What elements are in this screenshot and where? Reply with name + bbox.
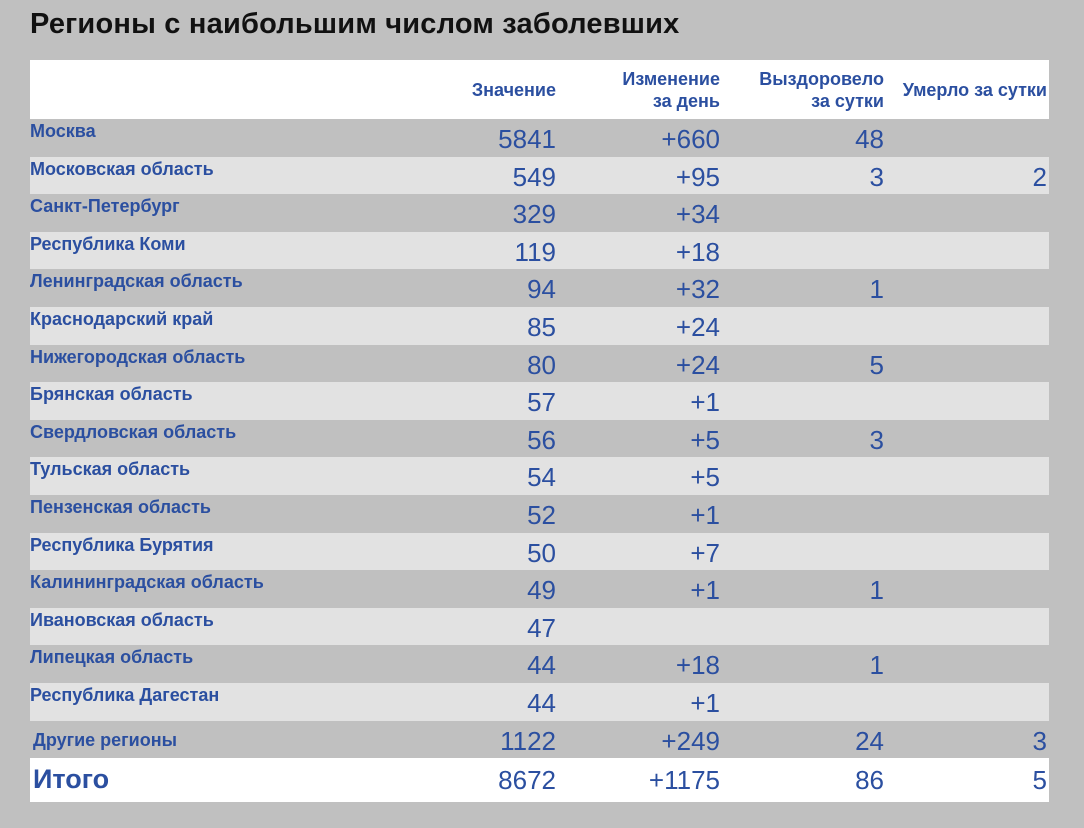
region-name: Краснодарский край bbox=[30, 308, 214, 329]
died-cell: 3 bbox=[1032, 725, 1047, 756]
table-row bbox=[30, 495, 1049, 533]
value-cell: 119 bbox=[514, 236, 556, 267]
region-name: Ивановская область bbox=[30, 609, 214, 630]
change-cell: +1 bbox=[690, 387, 720, 418]
table-row bbox=[30, 232, 1049, 270]
recovered-cell: 1 bbox=[869, 274, 884, 305]
value-cell: 52 bbox=[527, 499, 556, 530]
table-row bbox=[30, 382, 1049, 420]
value-cell: 49 bbox=[527, 575, 556, 606]
change-cell: +7 bbox=[690, 537, 720, 568]
region-name: Свердловская область bbox=[30, 421, 237, 442]
region-name: Пензенская область bbox=[30, 496, 211, 517]
table-row-other bbox=[30, 721, 1049, 759]
change-cell: +1 bbox=[690, 575, 720, 606]
value-cell: 47 bbox=[527, 612, 556, 643]
table-row bbox=[30, 420, 1049, 458]
change-cell: +24 bbox=[675, 349, 720, 380]
table-row bbox=[30, 269, 1049, 307]
table-row bbox=[30, 608, 1049, 646]
page-title: Регионы с наибольшим числом заболевших bbox=[30, 8, 680, 40]
region-name: Ленинградская область bbox=[30, 271, 243, 292]
region-name: Тульская область bbox=[30, 459, 191, 480]
recovered-cell: 3 bbox=[869, 424, 884, 455]
table-row-total bbox=[30, 758, 1049, 802]
table-row bbox=[30, 457, 1049, 495]
change-cell: +34 bbox=[675, 199, 720, 230]
change-cell: +5 bbox=[690, 462, 720, 493]
total-change: +1175 bbox=[648, 765, 720, 796]
region-name: Республика Дагестан bbox=[30, 684, 220, 705]
region-name: Республика Бурятия bbox=[30, 534, 214, 555]
change-cell: +249 bbox=[661, 725, 720, 756]
change-cell: +24 bbox=[675, 311, 720, 342]
table-row bbox=[30, 570, 1049, 608]
table-row bbox=[30, 119, 1049, 157]
recovered-cell: 5 bbox=[869, 349, 884, 380]
value-cell: 94 bbox=[527, 274, 556, 305]
value-cell: 1122 bbox=[500, 725, 556, 756]
change-cell: +95 bbox=[675, 161, 720, 192]
value-cell: 329 bbox=[512, 199, 556, 230]
value-cell: 44 bbox=[527, 687, 556, 718]
region-name: Республика Коми bbox=[30, 233, 186, 254]
region-name: Нижегородская область bbox=[30, 346, 246, 367]
value-cell: 50 bbox=[527, 537, 556, 568]
recovered-cell: 1 bbox=[869, 650, 884, 681]
change-cell: +1 bbox=[690, 687, 720, 718]
table-row bbox=[30, 345, 1049, 383]
table-row bbox=[30, 683, 1049, 721]
total-recovered: 86 bbox=[855, 765, 884, 796]
value-cell: 80 bbox=[527, 349, 556, 380]
region-name: Липецкая область bbox=[30, 647, 194, 668]
total-value: 8672 bbox=[498, 765, 556, 796]
table-row bbox=[30, 157, 1049, 195]
change-cell: +5 bbox=[690, 424, 720, 455]
header-recovered: Выздоровело за сутки bbox=[759, 69, 884, 111]
value-cell: 5841 bbox=[498, 124, 556, 154]
header-value: Значение bbox=[471, 80, 556, 100]
table-row bbox=[30, 533, 1049, 571]
change-cell: +18 bbox=[675, 236, 720, 267]
change-cell: +660 bbox=[661, 124, 720, 154]
table-header bbox=[30, 60, 1049, 119]
total-died: 5 bbox=[1032, 765, 1047, 796]
change-cell: +32 bbox=[675, 274, 720, 305]
change-cell: +1 bbox=[690, 499, 720, 530]
data-table bbox=[30, 60, 1049, 802]
region-name: Санкт-Петербург bbox=[30, 196, 180, 217]
header-died: Умерло за сутки bbox=[902, 80, 1047, 100]
recovered-cell: 48 bbox=[855, 124, 884, 154]
change-cell: +18 bbox=[675, 650, 720, 681]
region-name: Другие регионы bbox=[33, 729, 177, 750]
recovered-cell: 24 bbox=[855, 725, 884, 756]
died-cell: 2 bbox=[1032, 161, 1047, 192]
header-change: Изменение за день bbox=[622, 69, 720, 111]
region-name: Калининградская область bbox=[30, 572, 264, 593]
value-cell: 54 bbox=[527, 462, 556, 493]
table-body bbox=[30, 119, 1049, 721]
table-row bbox=[30, 645, 1049, 683]
total-label: Итого bbox=[33, 764, 110, 795]
value-cell: 56 bbox=[527, 424, 556, 455]
recovered-cell: 1 bbox=[869, 575, 884, 606]
table-row bbox=[30, 307, 1049, 345]
value-cell: 549 bbox=[512, 161, 556, 192]
table-row bbox=[30, 194, 1049, 232]
value-cell: 57 bbox=[527, 387, 556, 418]
region-name: Москва bbox=[30, 121, 96, 141]
value-cell: 85 bbox=[527, 311, 556, 342]
recovered-cell: 3 bbox=[869, 161, 884, 192]
region-name: Брянская область bbox=[30, 384, 193, 405]
region-name: Московская область bbox=[30, 158, 214, 179]
value-cell: 44 bbox=[527, 650, 556, 681]
